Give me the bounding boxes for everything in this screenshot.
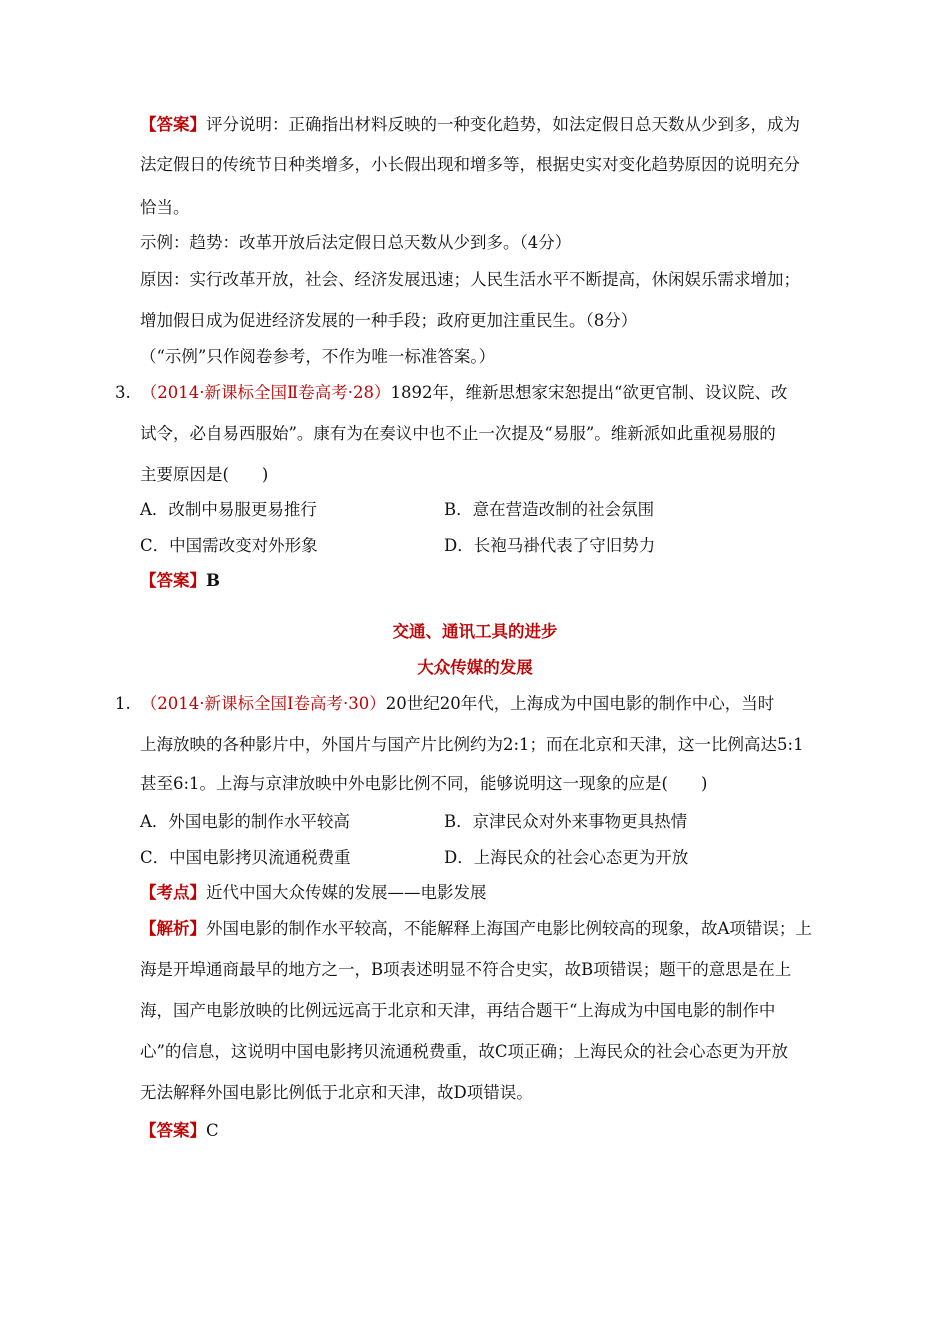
answer-tag: 【答案】	[140, 115, 206, 134]
jiexi-text: 海是开埠通商最早的地方之一，B项表述明显不符合史实，故B项错误；题干的意思是在上	[140, 960, 792, 979]
example-text: 示例：趋势：改革开放后法定假日总天数从少到多。（4分）	[140, 233, 572, 252]
option-b: B．京津民众对外来事物更具热情	[444, 812, 688, 831]
question-stem: 试令，必自易西服始”。康有为在奏议中也不止一次提及“易服”。维新派如此重视易服的	[140, 424, 776, 443]
question-stem: 1892年，维新思想家宋恕提出“欲更官制、设议院、改	[390, 383, 788, 402]
answer-text: 法定假日的传统节日种类增多，小长假出现和增多等，根据史实对变化趋势原因的说明充分	[140, 155, 800, 174]
reason-text: 增加假日成为促进经济发展的一种手段；政府更加注重民生。（8分）	[140, 311, 638, 330]
question-number: 3.	[115, 383, 131, 402]
note-text: （“示例”只作阅卷参考，不作为唯一标准答案。）	[140, 347, 496, 366]
answer-text: 恰当。	[140, 198, 190, 217]
option-c: C．中国电影拷贝流通税费重	[140, 848, 351, 867]
question-stem: 上海放映的各种影片中，外国片与国产片比例约为2:1；而在北京和天津，这一比例高达5:1	[140, 735, 804, 754]
answer-line	[140, 113, 800, 137]
kaodian-text: 近代中国大众传媒的发展——电影发展	[206, 883, 487, 902]
kaodian-tag: 【考点】	[140, 883, 206, 902]
answer-line	[140, 569, 220, 593]
jiexi-text: 海，国产电影放映的比例远远高于北京和天津，再结合题干“上海成为中国电影的制作中	[140, 1001, 776, 1020]
kaodian-line	[140, 881, 487, 905]
option-d: D．上海民众的社会心态更为开放	[444, 848, 689, 867]
question-source: （2014·新课标全国Ⅱ卷高考·28）	[140, 383, 391, 402]
jiexi-text: 心”的信息，这说明中国电影拷贝流通税费重，故C项正确；上海民众的社会心态更为开放	[140, 1042, 789, 1061]
option-c: C．中国需改变对外形象	[140, 536, 318, 555]
answer-tag: 【答案】	[140, 1121, 206, 1140]
answer-tag: 【答案】	[140, 571, 206, 590]
section-heading: 大众传媒的发展	[417, 658, 533, 677]
option-a: A．外国电影的制作水平较高	[140, 812, 350, 831]
question-3	[115, 381, 787, 405]
answer-value: B	[206, 571, 220, 590]
question-1	[115, 692, 774, 716]
question-stem: 主要原因是( )	[140, 465, 269, 484]
question-stem: 20世纪20年代，上海成为中国电影的制作中心，当时	[385, 694, 775, 713]
option-d: D．长袍马褂代表了守旧势力	[444, 536, 656, 555]
answer-text: 评分说明：正确指出材料反映的一种变化趋势，如法定假日总天数从少到多，成为	[206, 115, 800, 134]
option-a: A．改制中易服更易推行	[140, 500, 317, 519]
question-source: （2014·新课标全国Ⅰ卷高考·30）	[140, 694, 386, 713]
answer-value: C	[206, 1121, 219, 1140]
answer-line	[140, 1119, 219, 1143]
option-b: B．意在营造改制的社会氛围	[444, 500, 655, 519]
jiexi-line	[140, 917, 812, 941]
question-stem: 甚至6:1。上海与京津放映中外电影比例不同，能够说明这一现象的应是( )	[140, 774, 708, 793]
reason-text: 原因：实行改革开放，社会、经济发展迅速；人民生活水平不断提高，休闲娱乐需求增加；	[140, 270, 800, 289]
jiexi-text: 无法解释外国电影比例低于北京和天津，故D项错误。	[140, 1083, 533, 1102]
section-heading: 交通、通讯工具的进步	[392, 622, 558, 641]
jiexi-tag: 【解析】	[140, 919, 206, 938]
jiexi-text: 外国电影的制作水平较高，不能解释上海国产电影比例较高的现象，故A项错误；上	[206, 919, 812, 938]
question-number: 1.	[115, 694, 131, 713]
